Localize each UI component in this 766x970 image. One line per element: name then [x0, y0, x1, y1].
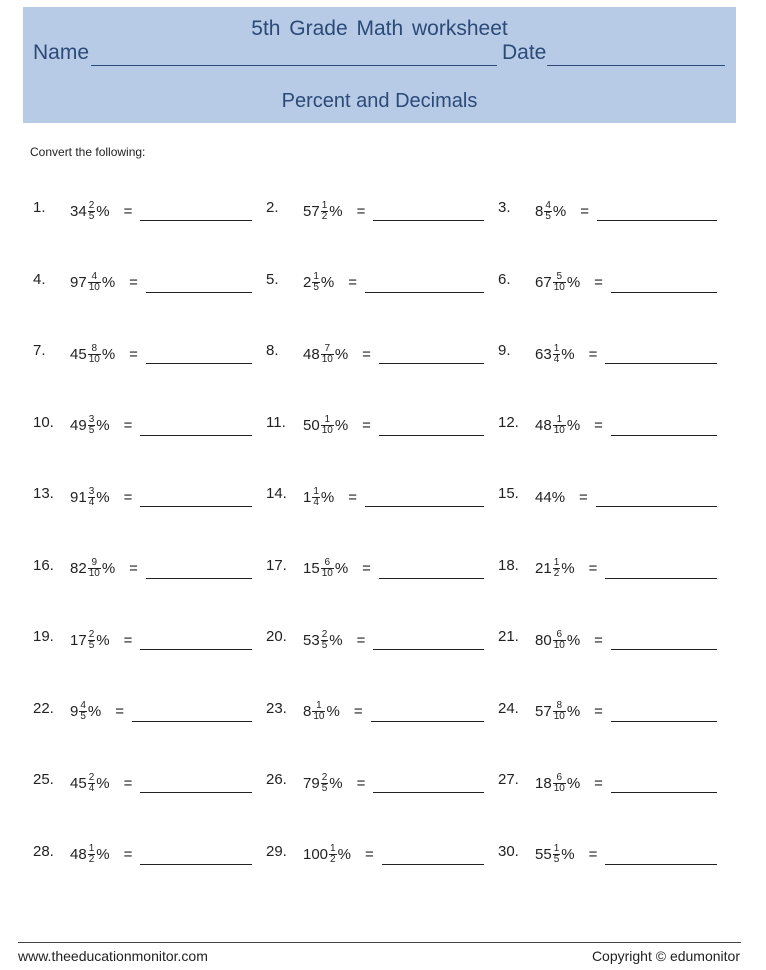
percent-sign: % [96, 417, 110, 434]
date-label: Date [502, 41, 547, 64]
whole-number: 82 [70, 560, 87, 577]
equals-sign: = [588, 345, 598, 363]
fraction [553, 844, 561, 865]
whole-number: 50 [303, 417, 320, 434]
problem-number: 20. [266, 628, 287, 645]
problem-number: 15. [498, 485, 519, 502]
percent-sign: % [561, 560, 575, 577]
whole-number: 45 [70, 345, 87, 363]
numerator: 1 [324, 414, 331, 425]
equals-sign: = [123, 202, 133, 220]
equals-sign: = [594, 631, 603, 649]
equals-sign: = [580, 202, 590, 220]
whole-number: 80 [535, 631, 552, 649]
problem-number: 9. [498, 342, 511, 359]
whole-number: 34 [70, 202, 87, 220]
problem-number: 30. [498, 842, 519, 860]
problem-number: 27. [498, 771, 519, 788]
equals-sign: = [348, 488, 358, 506]
denominator: 5 [321, 782, 328, 794]
percent-sign: % [566, 417, 581, 434]
whole-number: 48 [535, 417, 552, 434]
percent-expression [535, 554, 597, 584]
numerator: 9 [91, 557, 98, 568]
denominator: 10 [88, 568, 100, 579]
numerator: 3 [88, 414, 95, 425]
problem-number: 18. [498, 556, 519, 574]
numerator: 6 [324, 557, 331, 568]
whole-number: 8 [303, 703, 312, 720]
percent-sign: % [326, 703, 340, 720]
numerator: 2 [321, 771, 328, 783]
problem-number: 17. [266, 556, 287, 574]
fraction [553, 415, 566, 436]
whole-number: 100 [303, 846, 329, 863]
equals-sign: = [129, 345, 138, 363]
percent-expression [535, 768, 603, 798]
answer-line[interactable] [611, 649, 717, 650]
numerator: 6 [556, 628, 563, 640]
whole-number: 15 [303, 560, 320, 577]
numerator: 1 [313, 271, 319, 282]
denominator: 10 [88, 282, 100, 293]
fraction [553, 558, 561, 579]
problem-number: 13. [33, 485, 54, 502]
problem-item [0, 268, 766, 298]
problem-number: 16. [33, 556, 54, 574]
equals-sign: = [123, 846, 133, 863]
numerator: 1 [316, 700, 322, 711]
numerator: 1 [88, 843, 95, 854]
denominator: 10 [321, 568, 333, 579]
problem-number: 7. [33, 342, 46, 359]
problem-number: 26. [266, 771, 287, 788]
whole-number: 48 [303, 345, 320, 363]
percent-sign: % [329, 202, 343, 220]
answer-line[interactable] [611, 721, 717, 722]
equals-sign: = [364, 846, 374, 863]
numerator: 4 [545, 199, 551, 211]
percent-sign: % [552, 202, 567, 220]
percent-expression [535, 840, 597, 870]
problem-number: 2. [266, 199, 279, 216]
denominator: 10 [553, 282, 565, 293]
whole-number: 44 [535, 488, 552, 506]
numerator: 1 [553, 557, 560, 568]
denominator: 5 [553, 854, 560, 865]
problem-number: 5. [266, 270, 279, 288]
answer-line[interactable] [611, 792, 717, 793]
answer-line[interactable] [605, 864, 717, 865]
numerator: 1 [553, 342, 560, 354]
fraction [553, 773, 566, 794]
equals-sign: = [123, 417, 133, 434]
denominator: 4 [553, 353, 560, 365]
footer-divider [18, 942, 741, 943]
answer-line[interactable] [605, 363, 717, 364]
denominator: 4 [88, 496, 95, 508]
whole-number: 45 [70, 774, 87, 792]
problem-number: 10. [33, 413, 54, 431]
whole-number: 1 [303, 488, 312, 506]
equals-sign: = [362, 345, 371, 363]
worksheet-subtitle: Percent and Decimals [281, 90, 478, 112]
whole-number: 2 [303, 274, 312, 291]
problem-number: 6. [498, 270, 511, 288]
numerator: 3 [88, 485, 95, 497]
percent-expression [535, 196, 589, 226]
percent-sign: % [96, 631, 110, 649]
percent-sign: % [101, 345, 116, 363]
problem-number: 19. [33, 628, 54, 645]
problem-number: 25. [33, 771, 54, 788]
equals-sign: = [115, 703, 125, 720]
problem-item [0, 768, 766, 798]
problem-number: 8. [266, 342, 279, 359]
numerator: 8 [556, 700, 563, 711]
fraction [553, 272, 566, 293]
percent-sign: % [96, 488, 110, 506]
equals-sign: = [594, 417, 603, 434]
problem-item [0, 840, 766, 870]
numerator: 1 [321, 199, 328, 211]
whole-number: 48 [70, 846, 87, 863]
problem-number: 21. [498, 628, 519, 645]
denominator: 5 [80, 711, 86, 722]
equals-sign: = [594, 703, 603, 720]
equals-sign: = [353, 703, 363, 720]
fraction [544, 201, 552, 222]
fraction [553, 701, 566, 722]
denominator: 5 [313, 282, 319, 293]
problem-number: 22. [33, 699, 54, 717]
percent-sign: % [551, 488, 566, 506]
denominator: 10 [88, 353, 100, 365]
percent-sign: % [561, 345, 575, 363]
percent-sign: % [320, 274, 335, 291]
equals-sign: = [594, 774, 603, 792]
percent-expression [535, 339, 597, 369]
problem-item [0, 697, 766, 727]
denominator: 10 [321, 425, 333, 436]
percent-sign: % [334, 560, 349, 577]
whole-number: 57 [535, 703, 552, 720]
whole-number: 55 [535, 846, 552, 863]
problem-item [0, 625, 766, 655]
denominator: 5 [545, 210, 551, 222]
equals-sign: = [123, 774, 133, 792]
problem-number: 24. [498, 699, 519, 717]
problem-number: 29. [266, 842, 287, 860]
problem-number: 11. [266, 413, 286, 431]
whole-number: 91 [70, 488, 87, 506]
numerator: 8 [91, 342, 98, 354]
denominator: 4 [313, 496, 319, 508]
whole-number: 21 [535, 560, 552, 577]
percent-sign: % [87, 703, 102, 720]
percent-sign: % [329, 631, 343, 649]
numerator: 5 [556, 271, 563, 282]
problem-number: 4. [33, 270, 46, 288]
percent-sign: % [566, 774, 581, 792]
numerator: 1 [330, 843, 336, 854]
percent-sign: % [334, 417, 349, 434]
name-label: Name [33, 41, 90, 64]
problem-item [0, 482, 766, 512]
denominator: 5 [88, 425, 95, 436]
percent-sign: % [96, 846, 110, 863]
whole-number: 63 [535, 345, 552, 363]
problem-item [0, 196, 766, 226]
numerator: 1 [313, 485, 319, 497]
denominator: 5 [321, 639, 328, 651]
equals-sign: = [356, 631, 366, 649]
equals-sign: = [123, 631, 133, 649]
problem-item [0, 339, 766, 369]
answer-line[interactable] [597, 220, 717, 221]
answer-line[interactable] [596, 506, 717, 507]
problem-number: 23. [266, 699, 287, 717]
whole-number: 79 [303, 774, 320, 792]
numerator: 2 [321, 628, 328, 640]
numerator: 6 [556, 771, 563, 783]
denominator: 5 [88, 639, 95, 651]
percent-sign: % [566, 631, 581, 649]
denominator: 4 [88, 782, 95, 794]
whole-number: 97 [70, 274, 87, 291]
whole-number: 8 [535, 202, 544, 220]
percent-sign: % [320, 488, 335, 506]
numerator: 1 [553, 843, 560, 854]
percent-sign: % [96, 774, 110, 792]
equals-sign: = [348, 274, 358, 291]
equals-sign: = [362, 417, 371, 434]
equals-sign: = [356, 774, 366, 792]
whole-number: 18 [535, 774, 552, 792]
worksheet-title: 5th Grade Math worksheet [251, 17, 508, 40]
whole-number: 53 [303, 631, 320, 649]
percent-sign: % [566, 274, 581, 291]
numerator: 4 [91, 271, 98, 282]
denominator: 10 [313, 711, 325, 722]
percent-expression [535, 411, 603, 441]
percent-sign: % [334, 345, 349, 363]
problem-item [0, 411, 766, 441]
problem-number: 12. [498, 413, 519, 431]
equals-sign: = [123, 488, 133, 506]
equals-sign: = [588, 560, 598, 577]
percent-expression [535, 268, 603, 298]
percent-expression [535, 625, 603, 655]
numerator: 1 [556, 414, 563, 425]
percent-sign: % [566, 703, 581, 720]
percent-sign: % [561, 846, 575, 863]
equals-sign: = [362, 560, 371, 577]
problem-number: 1. [33, 199, 46, 216]
numerator: 4 [80, 700, 86, 711]
problem-number: 28. [33, 842, 54, 860]
whole-number: 57 [303, 202, 320, 220]
equals-sign: = [579, 488, 588, 506]
equals-sign: = [129, 560, 138, 577]
denominator: 2 [88, 854, 95, 865]
equals-sign: = [356, 202, 366, 220]
percent-sign: % [96, 202, 110, 220]
percent-expression [535, 697, 603, 727]
instructions: Convert the following: [30, 145, 146, 159]
whole-number: 67 [535, 274, 552, 291]
footer-copyright: Copyright © edumonitor [591, 948, 740, 964]
percent-sign: % [337, 846, 351, 863]
footer-website: www.theeducationmonitor.com [18, 948, 208, 964]
answer-line[interactable] [611, 292, 717, 293]
denominator: 10 [321, 353, 333, 365]
numerator: 7 [324, 342, 331, 354]
denominator: 2 [553, 568, 560, 579]
denominator: 2 [321, 210, 328, 222]
fraction [553, 344, 561, 365]
denominator: 10 [553, 425, 565, 436]
answer-line[interactable] [611, 435, 717, 436]
equals-sign: = [588, 846, 598, 863]
percent-sign: % [101, 274, 116, 291]
percent-sign: % [101, 560, 116, 577]
denominator: 10 [553, 711, 565, 722]
denominator: 10 [553, 639, 565, 651]
equals-sign: = [129, 274, 138, 291]
problem-number: 3. [498, 199, 511, 216]
answer-line[interactable] [605, 578, 717, 579]
numerator: 2 [88, 628, 95, 640]
denominator: 5 [88, 210, 95, 222]
whole-number: 49 [70, 417, 87, 434]
whole-number: 9 [70, 703, 79, 720]
whole-number: 17 [70, 631, 87, 649]
denominator: 2 [330, 854, 336, 865]
denominator: 10 [553, 782, 565, 794]
percent-sign: % [329, 774, 343, 792]
numerator: 2 [88, 199, 95, 211]
fraction [553, 630, 566, 651]
problem-number: 14. [266, 485, 287, 502]
equals-sign: = [594, 274, 603, 291]
percent-expression [535, 482, 588, 512]
problem-item [0, 554, 766, 584]
numerator: 2 [88, 771, 95, 783]
